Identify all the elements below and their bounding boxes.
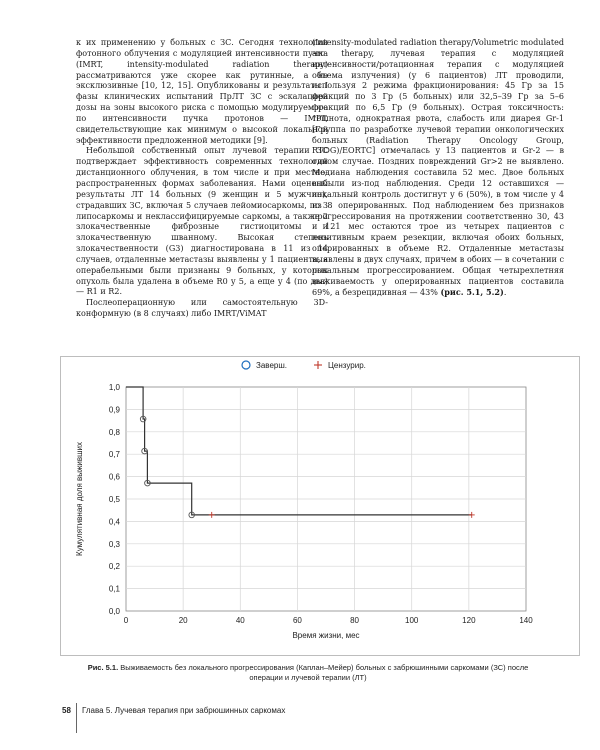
right-paragraph-text: (Intensity-modulated radiation therapy/Volumetric modulated arc therapy, лучевая терапия с модуляцией интенсивности/ротационная терапия с модуляцией объема излучения) (у 6 пациентов) ЛТ проводили, используя 2 режима фракционирования: 45 Гр за 15 фракций по 3 Гр (5 больных) или 32,5–39 Гр за 5–6 фракций по 6,5 Гр (9 больных). Острая токсичность: тошнота, однократная рвота, слабость или диарея Gr-1 [Группа по разработке лучевой терапии онкологических больных (Radiation Therapy Oncology Group, RTOG)/EORTC] отмечалась у 13 пациентов и Gr-2 — в одном случае. Поздних повреждений Gr>2 не выявлено. Медиана наблюдения составила 52 мес. Двое больных выбыли из-под наблюдения. Среди 12 оставшихся — локальный контроль достигнут у 6 (50%), в том числе у 4 из 8 оперированных. Под наблюдением без признаков прогрессирования на протяжении соответственно 30, 43 и 121 мес остаются трое из четырех пациентов с позитивным краем резекции, включая обоих больных, оперированных в объеме R2. Отдаленные метастазы выявлены в двух случаях, причем в обоих — в сочетании с локальным прогрессированием. Общая четырехлетняя выживаемость у оперированных пациентов составила 69%, а безрецидивная — 43% xyxy=(312,38,564,298)
x-tick-label: 0 xyxy=(123,616,129,625)
y-tick-label: 0,4 xyxy=(108,517,120,527)
legend-completed-symbol xyxy=(242,361,250,369)
y-tick-label: 0,3 xyxy=(108,539,120,549)
figure-caption xyxy=(78,663,538,683)
x-tick-label: 80 xyxy=(350,616,360,625)
y-tick-label: 0,9 xyxy=(108,405,120,415)
legend-completed-label: Заверш. xyxy=(256,361,287,370)
left-paragraph-2: Небольшой собственный опыт лучевой терапии ЗС подтверждает эффективность современных технологий дистанционного облучения, в том числе и при местно-распространенных формах заболевания. Нами оценены результаты ЛТ 14 больных (9 женщин и 5 мужчин), страдавших ЗС, включая 5 случаев лейомиосаркомы, по 3 липосаркомы и неклассифицируемые саркомы, а также 2 злокачественные фиброзные гистиоцитомы и злокачественную шванному. Высокая степень злокачественности (G3) диагностирована в 11 из 14 случаев, отдаленные метастазы выявлены у 1 пациента, а операбельными были признаны 9 больных, у которых опухоль была удалена в объеме R0 у 5, а еще у 4 (по два) — R1 и R2. xyxy=(76,146,328,297)
x-axis-label: Время жизни, мес xyxy=(292,631,360,640)
x-tick-label: 140 xyxy=(519,616,533,625)
right-text-column xyxy=(312,38,564,299)
y-axis-label: Кумулятивная доля выживших xyxy=(75,442,84,556)
y-tick-label: 0,8 xyxy=(108,427,120,437)
x-tick-label: 20 xyxy=(178,616,188,625)
y-tick-label: 0,2 xyxy=(108,562,120,572)
left-paragraph-3: Послеоперационную или самостоятельную 3D-конформную (в 8 случаях) либо IMRT/ViMAT xyxy=(76,298,328,319)
legend-censored-label: Цензурир. xyxy=(328,361,366,370)
figure-reference: (рис. 5.1, 5.2) xyxy=(440,287,504,298)
y-tick-label: 0,7 xyxy=(108,450,120,460)
x-tick-label: 40 xyxy=(235,616,245,625)
left-text-column xyxy=(76,38,328,320)
x-tick-label: 120 xyxy=(462,616,476,625)
caption-text: Выживаемость без локального прогрессирования (Каплан–Мейер) больных с забрюшинными саркомами (ЗС) после операции и лучевой терапии (ЛТ) xyxy=(120,663,529,682)
sentence-end: . xyxy=(503,288,507,298)
footer-divider xyxy=(76,703,77,733)
y-tick-label: 0,6 xyxy=(108,472,120,482)
right-paragraph-1 xyxy=(312,38,564,299)
x-tick-label: 60 xyxy=(292,616,302,625)
x-tick-label: 100 xyxy=(405,616,419,625)
survival-figure xyxy=(60,356,580,656)
y-tick-label: 0,0 xyxy=(108,607,120,616)
y-tick-label: 0,1 xyxy=(108,584,120,594)
left-paragraph-1: к их применению у больных с ЗС. Сегодня технологии фотонного облучения с модуляцией интенсивности пучка (IMRT, intensity-modulated radiation therapy) рассматриваются уже скорее как рутинные, а не эксклюзивные [10, 12, 15]. Опубликованы и результаты I фазы клинических испытаний ПрЛТ ЗС с эскалацией дозы на зоны высокого риска с помощью модулируемого по интенсивности пучка протонов — IMPT, свидетельствующие как минимум о высокой локальной эффективности предложенной методики [9]. xyxy=(76,38,328,145)
caption-label: Рис. 5.1. xyxy=(87,663,119,672)
y-tick-label: 0,5 xyxy=(108,495,120,504)
y-tick-label: 1,0 xyxy=(108,383,120,392)
kaplan-meier-chart xyxy=(60,356,580,656)
page-number: 58 xyxy=(62,706,71,715)
running-head: Глава 5. Лучевая терапия при забрюшинных саркомах xyxy=(82,706,286,715)
